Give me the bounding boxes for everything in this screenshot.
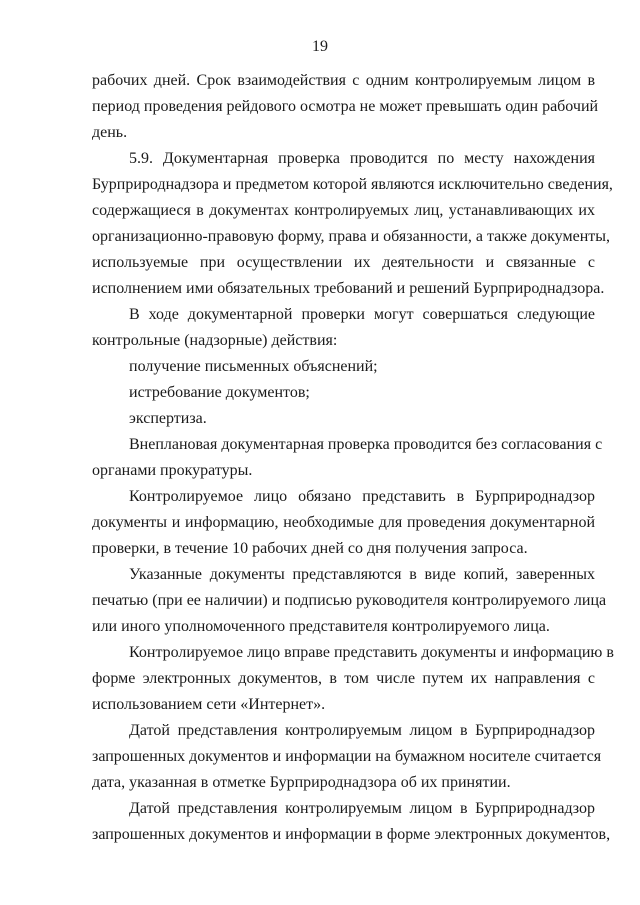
document-body (92, 68, 614, 848)
text-line: В ходе документарной проверки могут совершаться следующие (129, 306, 595, 323)
text-line: форме электронных документов, в том числе путем их направления с (92, 670, 595, 687)
text-line: использованием сети «Интернет». (92, 696, 326, 713)
text-line: 5.9. Документарная проверка проводится по месту нахождения (129, 150, 595, 167)
paragraph (92, 406, 595, 432)
text-line: получение письменных объяснений; (129, 358, 378, 375)
paragraph (92, 562, 607, 640)
text-line: Бурприроднадзора и предметом которой являются исключительно сведения, (92, 176, 613, 193)
paragraph (92, 432, 603, 484)
text-line: дата, указанная в отметке Бурприроднадзора об их принятии. (92, 774, 511, 791)
text-line: органами прокуратуры. (92, 462, 253, 479)
text-line: проверки, в течение 10 рабочих дней со дня получения запроса. (92, 540, 528, 557)
paragraph (92, 484, 595, 562)
text-line: Датой представления контролируемым лицом в Бурприроднадзор (129, 722, 595, 739)
text-line: печатью (при ее наличии) и подписью руководителя контролируемого лица (92, 592, 607, 609)
text-line: рабочих дней. Срок взаимодействия с одним контролируемым лицом в (92, 72, 595, 89)
paragraph (92, 796, 611, 848)
text-line: Контролируемое лицо обязано представить в Бурприроднадзор (129, 488, 595, 505)
text-line: истребование документов; (129, 384, 310, 401)
text-line: организационно-правовую форму, права и обязанности, а также документы, (92, 228, 610, 245)
paragraph (92, 302, 595, 354)
text-line: запрошенных документов и информации на бумажном носителе считается (92, 748, 602, 765)
text-line: используемые при осуществлении их деятельности и связанные с (92, 254, 595, 271)
text-line: день. (92, 124, 128, 141)
text-line: Датой представления контролируемым лицом в Бурприроднадзор (129, 800, 595, 817)
paragraph (92, 718, 602, 796)
text-line: контрольные (надзорные) действия: (92, 332, 338, 349)
text-line: Внеплановая документарная проверка проводится без согласования с (129, 436, 603, 453)
text-line: документы и информацию, необходимые для проведения документарной (92, 514, 595, 531)
paragraph (92, 640, 614, 718)
paragraph (92, 354, 595, 380)
text-line: период проведения рейдового осмотра не может превышать один рабочий (92, 98, 599, 115)
page-number: 19 (312, 38, 328, 55)
text-line: содержащиеся в документах контролируемых лиц, устанавливающих их (92, 202, 595, 219)
paragraph (92, 146, 613, 302)
paragraph (92, 380, 595, 406)
text-line: Указанные документы представляются в виде копий, заверенных (129, 566, 595, 583)
text-line: экспертиза. (129, 410, 207, 427)
text-line: исполнением ими обязательных требований и решений Бурприроднадзора. (92, 280, 605, 297)
text-line: или иного уполномоченного представителя контролируемого лица. (92, 618, 550, 635)
paragraph (92, 68, 599, 146)
text-line: запрошенных документов и информации в форме электронных документов, (92, 826, 611, 843)
text-line: Контролируемое лицо вправе представить документы и информацию в (129, 644, 614, 661)
